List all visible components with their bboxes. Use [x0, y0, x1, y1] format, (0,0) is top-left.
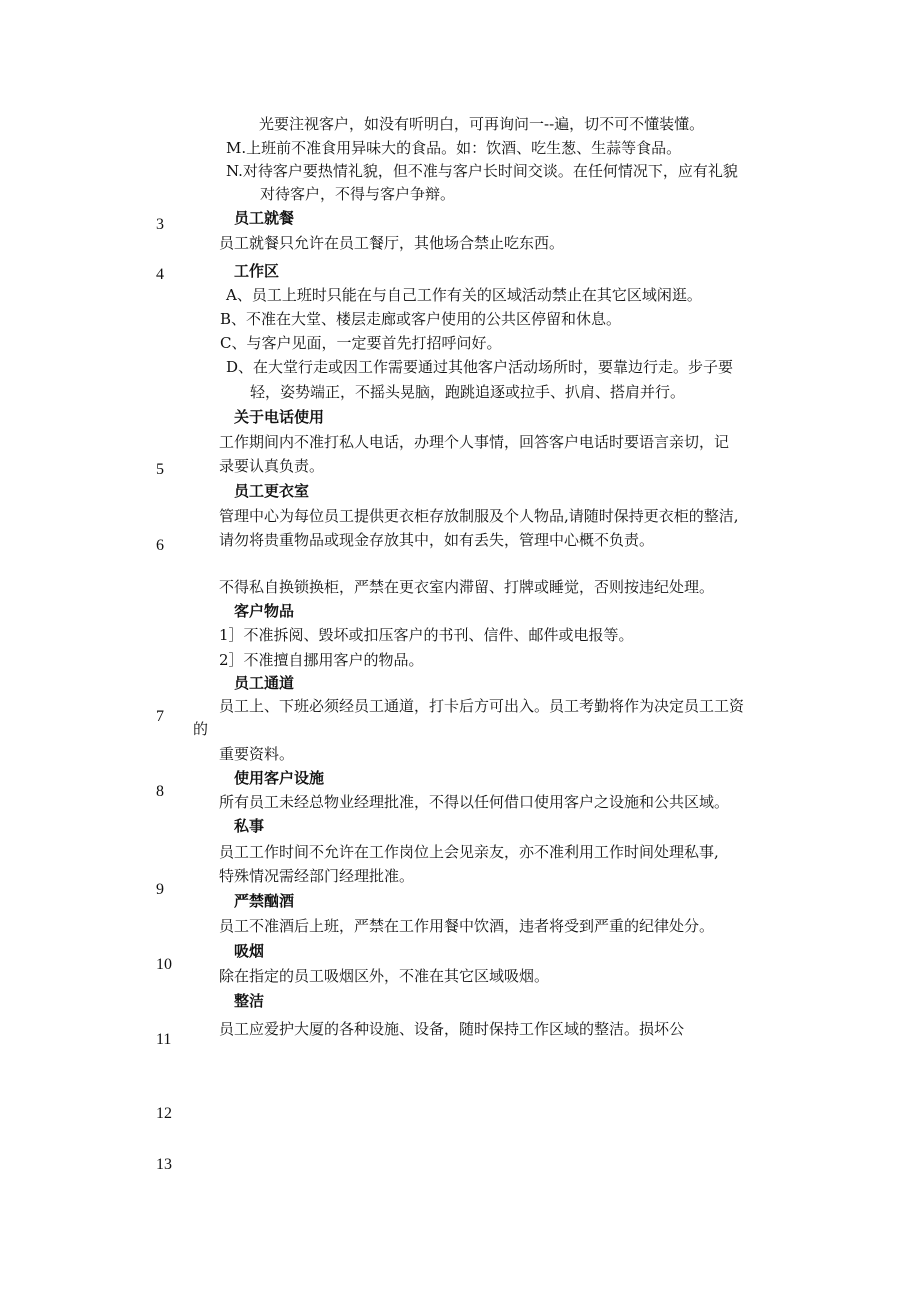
item-number-13: 13 [156, 1156, 172, 1173]
item-number-9: 9 [156, 881, 164, 898]
item-number-12: 12 [156, 1105, 172, 1122]
item-number-6: 6 [156, 537, 164, 554]
cleanliness-text: 员工应爱护大厦的各种设施、设备，随时保持工作区域的整洁。损坏公 [219, 1020, 685, 1038]
work-area-d-line-2: 轻，姿势端正，不摇头晃脑，跑跳追逐或拉手、扒肩、搭肩并行。 [250, 383, 686, 401]
item-number-3: 3 [156, 216, 164, 233]
staff-passage-line-1: 员工上、下班必须经员工通道，打卡后方可出入。员工考勤将作为决定员工工资 [219, 697, 745, 715]
smoking-text: 除在指定的员工吸烟区外，不准在其它区域吸烟。 [219, 967, 550, 985]
rule-n-line-2: 对待客户，不得与客户争辩。 [260, 185, 456, 203]
private-line-1: 员工工作时间不允许在工作岗位上会见亲友，亦不准利用工作时间处理私事, [219, 843, 719, 861]
heading-alcohol: 严禁酗酒 [234, 892, 295, 910]
heading-locker: 员工更衣室 [234, 482, 310, 500]
work-area-c: C、与客户见面，一定要首先打招呼问好。 [220, 334, 502, 352]
heading-private: 私事 [234, 817, 265, 835]
work-area-b: B、不准在大堂、楼层走廊或客户使用的公共区停留和休息。 [220, 310, 622, 328]
item-number-10: 10 [156, 956, 172, 973]
heading-phone: 关于电话使用 [234, 408, 325, 426]
customer-items-line-2: 2］不准擅自挪用客户的物品。 [219, 651, 424, 669]
meals-text: 员工就餐只允许在员工餐厅，其他场合禁止吃东西。 [219, 234, 565, 252]
customer-items-line-1: 1］不准拆阅、毁坏或扣压客户的书刊、信件、邮件或电报等。 [219, 626, 634, 644]
staff-passage-line-1-wrap: 的 [193, 720, 209, 738]
heading-work-area: 工作区 [234, 262, 280, 280]
item-number-8: 8 [156, 783, 164, 800]
locker-line-3: 不得私自换锁换柜，严禁在更衣室内滞留、打牌或睡觉，否则按违纪处理。 [219, 578, 715, 596]
facilities-text: 所有员工未经总物业经理批准，不得以任何借口使用客户之设施和公共区域。 [219, 793, 730, 811]
item-number-5: 5 [156, 461, 164, 478]
work-area-a: A、员工上班时只能在与自己工作有关的区域活动禁止在其它区域闲逛。 [226, 286, 702, 304]
heading-staff-passage: 员工通道 [234, 674, 295, 692]
rule-n-line-1: N.对待客户要热情礼貌，但不准与客户长时间交谈。在任何情况下，应有礼貌 [226, 162, 738, 180]
heading-smoking: 吸烟 [234, 942, 265, 960]
item-number-11: 11 [156, 1031, 172, 1048]
locker-line-1: 管理中心为每位员工提供更衣柜存放制服及个人物品,请随时保持更衣柜的整洁, [219, 507, 739, 525]
staff-passage-line-2: 重要资料。 [219, 745, 295, 763]
intro-line-1: 光要注视客户，如没有听明白，可再询问一--遍，切不可不懂装懂。 [259, 115, 705, 133]
rule-m: M.上班前不准食用异味大的食品。如：饮酒、吃生葱、生蒜等食品。 [226, 139, 682, 157]
heading-customer-items: 客户物品 [234, 602, 295, 620]
alcohol-text: 员工不准酒后上班，严禁在工作用餐中饮酒，违者将受到严重的纪律处分。 [219, 917, 715, 935]
item-number-7: 7 [156, 708, 164, 725]
heading-cleanliness: 整洁 [234, 992, 265, 1010]
heading-meals: 员工就餐 [234, 209, 295, 227]
work-area-d-line-1: D、在大堂行走或因工作需要通过其他客户活动场所时，要靠边行走。步子要 [226, 358, 734, 376]
locker-line-2: 请勿将贵重物品或现金存放其中，如有丢失，管理中心概不负责。 [219, 531, 655, 549]
item-number-4: 4 [156, 266, 164, 283]
heading-facilities: 使用客户设施 [234, 769, 325, 787]
private-line-2: 特殊情况需经部门经理批准。 [219, 867, 415, 885]
phone-line-2: 录要认真负责。 [219, 457, 325, 475]
phone-line-1: 工作期间内不准打私人电话，办理个人事情，回答客户电话时要语言亲切，记 [219, 433, 730, 451]
